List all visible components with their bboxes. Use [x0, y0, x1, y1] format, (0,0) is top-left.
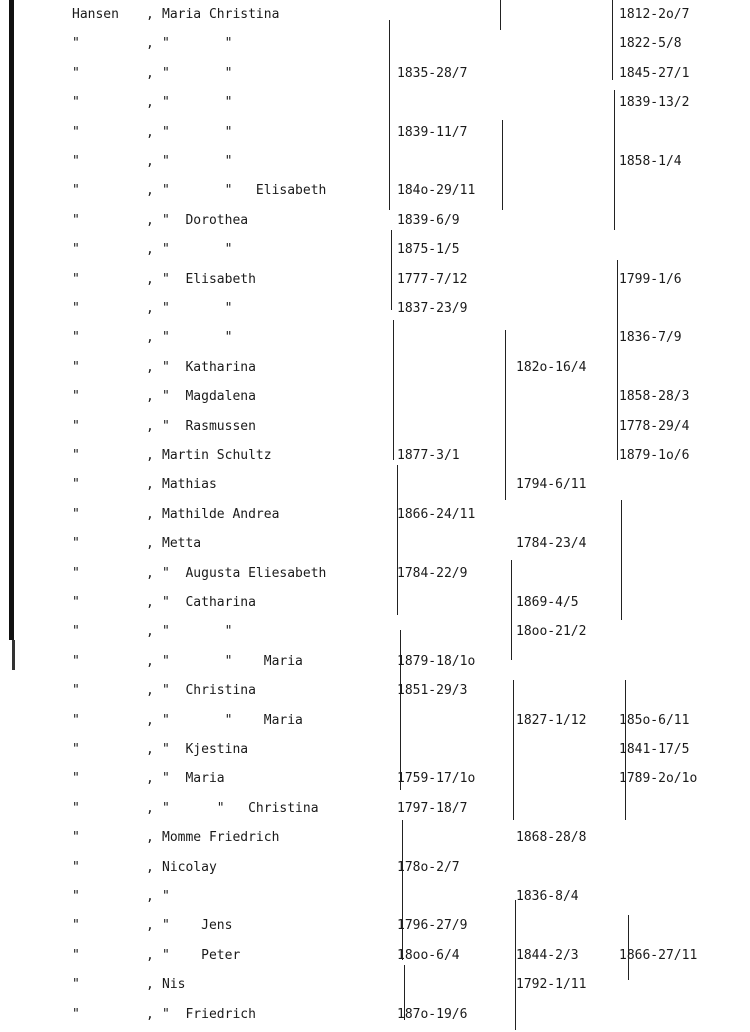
separator-comma: ,	[146, 65, 154, 81]
given-name-cell: " "	[162, 624, 233, 640]
given-name-cell: " " Christina	[162, 800, 319, 816]
date-column-1-cell: 1866-24/11	[397, 506, 476, 522]
date-column-3-cell: 1822-5/8	[619, 36, 682, 52]
register-row	[0, 679, 750, 703]
surname-cell: "	[72, 359, 80, 375]
given-name-cell: Martin Schultz	[162, 448, 272, 463]
register-row	[0, 826, 750, 850]
surname-cell: "	[72, 712, 80, 728]
register-row	[0, 179, 750, 203]
surname-cell: "	[72, 330, 80, 346]
surname-cell: "	[72, 154, 80, 169]
date-column-1-cell: 1877-3/1	[397, 448, 460, 463]
date-column-1-cell: 18oo-6/4	[397, 947, 460, 963]
register-row	[0, 3, 750, 27]
register-row	[0, 620, 750, 644]
separator-comma: ,	[146, 771, 154, 787]
register-row	[0, 385, 750, 409]
date-column-1-cell: 1839-11/7	[397, 124, 468, 140]
surname-cell: "	[72, 653, 80, 669]
date-column-1-cell: 1839-6/9	[397, 212, 460, 228]
register-row	[0, 856, 750, 880]
given-name-cell: " "	[162, 65, 233, 81]
surname-cell: "	[72, 418, 80, 434]
date-column-2-cell: 1836-8/4	[516, 889, 579, 904]
date-column-3-cell: 1845-27/1	[619, 65, 690, 81]
separator-comma: ,	[146, 1006, 154, 1022]
register-row	[0, 297, 750, 321]
register-row	[0, 238, 750, 262]
surname-cell: "	[72, 95, 80, 111]
given-name-cell: " Catharina	[162, 595, 256, 610]
separator-comma: ,	[146, 742, 154, 757]
date-column-1-cell: 1851-29/3	[397, 683, 468, 699]
separator-comma: ,	[146, 359, 154, 375]
register-row	[0, 415, 750, 439]
separator-comma: ,	[146, 889, 154, 904]
date-column-1-cell: 1759-17/1o	[397, 771, 476, 787]
separator-comma: ,	[146, 683, 154, 699]
separator-comma: ,	[146, 565, 154, 581]
register-row	[0, 91, 750, 115]
date-column-3-cell: 1858-1/4	[619, 154, 682, 169]
register-row	[0, 532, 750, 556]
register-row	[0, 973, 750, 997]
given-name-cell: " Magdalena	[162, 389, 256, 405]
separator-comma: ,	[146, 124, 154, 140]
given-name-cell: Metta	[162, 536, 202, 552]
separator-comma: ,	[146, 212, 154, 228]
given-name-cell: Nis	[162, 977, 186, 993]
given-name-cell: " Peter	[162, 947, 241, 963]
date-column-2-cell: 1792-1/11	[516, 977, 587, 993]
surname-cell: "	[72, 448, 80, 463]
surname-cell: "	[72, 565, 80, 581]
date-column-3-cell: 1841-17/5	[619, 742, 690, 757]
surname-cell: "	[72, 918, 80, 934]
register-row	[0, 650, 750, 674]
given-name-cell: " Jens	[162, 918, 233, 934]
surname-cell: "	[72, 977, 80, 993]
date-column-3-cell: 1839-13/2	[619, 95, 690, 111]
given-name-cell: " "	[162, 330, 233, 346]
surname-cell: "	[72, 271, 80, 287]
separator-comma: ,	[146, 242, 154, 258]
surname-cell: "	[72, 771, 80, 787]
separator-comma: ,	[146, 536, 154, 552]
register-row	[0, 944, 750, 968]
surname-cell: "	[72, 65, 80, 81]
given-name-cell: " Friedrich	[162, 1006, 256, 1022]
register-row	[0, 885, 750, 909]
separator-comma: ,	[146, 95, 154, 111]
separator-comma: ,	[146, 624, 154, 640]
register-row	[0, 150, 750, 174]
surname-cell: "	[72, 889, 80, 904]
date-column-2-cell: 1794-6/11	[516, 477, 587, 493]
register-row	[0, 209, 750, 233]
given-name-cell: Maria Christina	[162, 7, 280, 22]
surname-cell: "	[72, 124, 80, 140]
date-column-2-cell: 1869-4/5	[516, 595, 579, 610]
surname-cell: "	[72, 830, 80, 846]
given-name-cell: "	[162, 889, 170, 904]
surname-cell: "	[72, 477, 80, 493]
surname-cell: "	[72, 947, 80, 963]
date-column-2-cell: 1844-2/3	[516, 947, 579, 963]
separator-comma: ,	[146, 271, 154, 287]
date-column-1-cell: 1797-18/7	[397, 800, 468, 816]
separator-comma: ,	[146, 653, 154, 669]
date-column-3-cell: 1866-27/11	[619, 947, 698, 963]
given-name-cell: " Augusta Eliesabeth	[162, 565, 327, 581]
date-column-1-cell: 1835-28/7	[397, 65, 468, 81]
date-column-1-cell: 1796-27/9	[397, 918, 468, 934]
register-row	[0, 268, 750, 292]
separator-comma: ,	[146, 800, 154, 816]
register-row	[0, 797, 750, 821]
surname-cell: "	[72, 389, 80, 405]
register-row	[0, 356, 750, 380]
surname-cell: "	[72, 1006, 80, 1022]
separator-comma: ,	[146, 595, 154, 610]
date-column-2-cell: 182o-16/4	[516, 359, 587, 375]
surname-cell: "	[72, 742, 80, 757]
given-name-cell: " "	[162, 154, 233, 169]
date-column-3-cell: 1799-1/6	[619, 271, 682, 287]
date-column-2-cell: 1827-1/12	[516, 712, 587, 728]
separator-comma: ,	[146, 330, 154, 346]
date-column-1-cell: 1879-18/1o	[397, 653, 476, 669]
date-column-3-cell: 1836-7/9	[619, 330, 682, 346]
date-column-3-cell: 1812-2o/7	[619, 7, 690, 22]
date-column-3-cell: 1778-29/4	[619, 418, 690, 434]
surname-cell: "	[72, 242, 80, 258]
given-name-cell: " Elisabeth	[162, 271, 256, 287]
date-column-3-cell: 1879-1o/6	[619, 448, 690, 463]
date-column-2-cell: 1784-23/4	[516, 536, 587, 552]
date-column-1-cell: 178o-2/7	[397, 859, 460, 875]
register-row	[0, 591, 750, 615]
date-column-1-cell: 1837-23/9	[397, 301, 468, 316]
register-row	[0, 767, 750, 791]
register-row	[0, 914, 750, 938]
date-column-1-cell: 1784-22/9	[397, 565, 468, 581]
surname-cell: "	[72, 683, 80, 699]
date-column-1-cell: 187o-19/6	[397, 1006, 468, 1022]
register-row	[0, 62, 750, 86]
register-row	[0, 1003, 750, 1027]
given-name-cell: " "	[162, 36, 233, 52]
surname-cell: "	[72, 212, 80, 228]
separator-comma: ,	[146, 506, 154, 522]
separator-comma: ,	[146, 477, 154, 493]
surname-cell: "	[72, 859, 80, 875]
separator-comma: ,	[146, 389, 154, 405]
date-column-1-cell: 1777-7/12	[397, 271, 468, 287]
given-name-cell: Mathilde Andrea	[162, 506, 280, 522]
register-row	[0, 473, 750, 497]
given-name-cell: " Dorothea	[162, 212, 249, 228]
surname-cell: "	[72, 624, 80, 640]
date-column-2-cell: 18oo-21/2	[516, 624, 587, 640]
surname-cell: "	[72, 506, 80, 522]
register-row	[0, 326, 750, 350]
register-row	[0, 32, 750, 56]
register-row	[0, 562, 750, 586]
date-column-3-cell: 185o-6/11	[619, 712, 690, 728]
given-name-cell: " "	[162, 242, 233, 258]
surname-cell: "	[72, 595, 80, 610]
given-name-cell: " Maria	[162, 771, 225, 787]
separator-comma: ,	[146, 154, 154, 169]
register-row	[0, 121, 750, 145]
surname-cell: "	[72, 301, 80, 316]
surname-cell: "	[72, 536, 80, 552]
given-name-cell: Momme Friedrich	[162, 830, 280, 846]
given-name-cell: " "	[162, 95, 233, 111]
separator-comma: ,	[146, 183, 154, 199]
separator-comma: ,	[146, 712, 154, 728]
given-name-cell: " Rasmussen	[162, 418, 256, 434]
given-name-cell: Mathias	[162, 477, 217, 493]
date-column-2-cell: 1868-28/8	[516, 830, 587, 846]
separator-comma: ,	[146, 301, 154, 316]
surname-cell: "	[72, 36, 80, 52]
given-name-cell: " " Maria	[162, 653, 303, 669]
separator-comma: ,	[146, 977, 154, 993]
given-name-cell: " "	[162, 124, 233, 140]
surname-cell: "	[72, 800, 80, 816]
given-name-cell: " " Maria	[162, 712, 303, 728]
date-column-3-cell: 1789-2o/1o	[619, 771, 698, 787]
date-column-1-cell: 1875-1/5	[397, 242, 460, 258]
given-name-cell: " Kjestina	[162, 742, 249, 757]
given-name-cell: " "	[162, 301, 233, 316]
surname-cell: Hansen	[72, 7, 119, 22]
register-row	[0, 738, 750, 762]
separator-comma: ,	[146, 418, 154, 434]
separator-comma: ,	[146, 830, 154, 846]
given-name-cell: Nicolay	[162, 859, 217, 875]
date-column-3-cell: 1858-28/3	[619, 389, 690, 405]
surname-cell: "	[72, 183, 80, 199]
separator-comma: ,	[146, 448, 154, 463]
given-name-cell: " Katharina	[162, 359, 256, 375]
register-row	[0, 444, 750, 468]
separator-comma: ,	[146, 859, 154, 875]
given-name-cell: " " Elisabeth	[162, 183, 327, 199]
register-row	[0, 503, 750, 527]
date-column-1-cell: 184o-29/11	[397, 183, 476, 199]
separator-comma: ,	[146, 7, 154, 22]
given-name-cell: " Christina	[162, 683, 256, 699]
separator-comma: ,	[146, 947, 154, 963]
separator-comma: ,	[146, 918, 154, 934]
separator-comma: ,	[146, 36, 154, 52]
register-row	[0, 709, 750, 733]
